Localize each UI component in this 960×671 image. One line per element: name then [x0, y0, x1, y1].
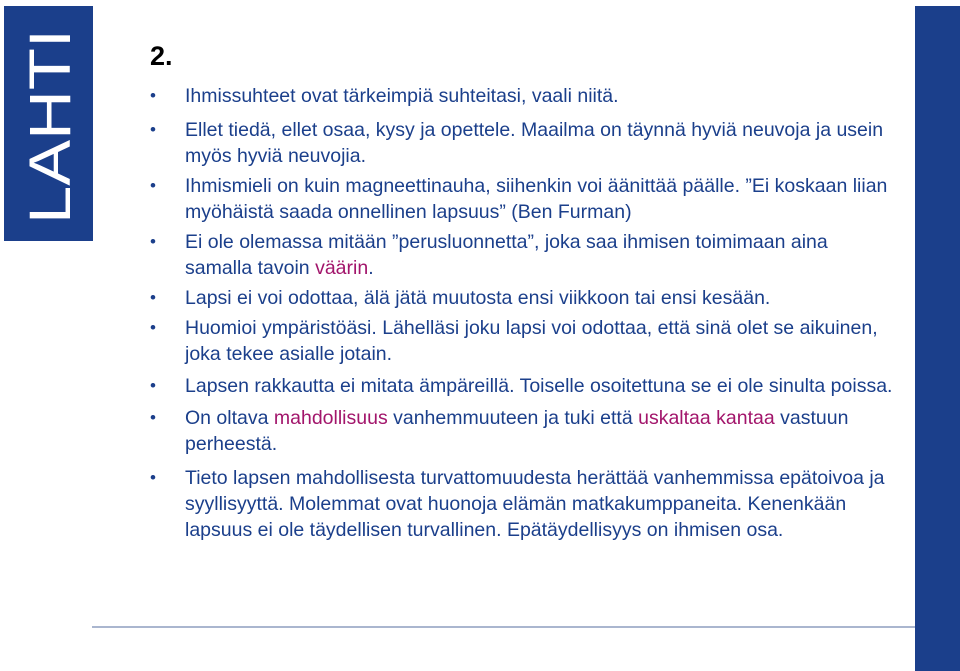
right-accent-bar	[915, 6, 960, 671]
bullet-list	[150, 83, 895, 543]
lahti-logo	[4, 6, 93, 241]
lahti-logo-mark	[4, 6, 93, 241]
bullet-item: • Ihmissuhteet ovat tärkeimpiä suhteitasi, vaali niitä.	[150, 83, 895, 109]
bullet-item: • Lapsen rakkautta ei mitata ämpäreillä. Toiselle osoitettuna se ei ole sinulta poissa.	[150, 373, 895, 399]
slide-number: 2.	[150, 41, 173, 71]
bullet-item: • On oltava mahdollisuus vanhemmuuteen ja tuki että uskaltaa kantaa vastuun perheestä.	[150, 405, 895, 457]
lahti-logo-text: LAHTI	[18, 59, 83, 224]
bullet-item: • Tieto lapsen mahdollisesta turvattomuudesta herättää vanhemmissa epätoivoa ja syyllisyyttä. Molemmat ovat huonoja elämän matkakumppaneita. Kenenkään lapsuus ei ole täydellisen turvallinen. Epätäydellisyys on ihmisen osa.	[150, 465, 895, 543]
bullet-item: • Lapsi ei voi odottaa, älä jätä muutosta ensi viikkoon tai ensi kesään.	[150, 285, 895, 311]
highlighted-word: väärin	[315, 257, 369, 279]
bullet-item: • Ei ole olemassa mitään ”perusluonnetta”, joka saa ihmisen toimimaan aina samalla tavoin väärin.	[150, 229, 895, 281]
bullet-item: • Ihmismieli on kuin magneettinauha, siihenkin voi äänittää päälle. ”Ei koskaan liian myöhäistä saada onnellinen lapsuus” (Ben Furman)	[150, 173, 895, 225]
highlighted-phrase: uskaltaa kantaa	[638, 407, 775, 429]
highlighted-word: mahdollisuus	[273, 407, 388, 429]
footer-divider	[92, 626, 915, 628]
bullet-item: • Huomioi ympäristöäsi. Lähelläsi joku lapsi voi odottaa, että sinä olet se aikuinen, joka tekee asialle jotain.	[150, 315, 895, 367]
bullet-item: • Ellet tiedä, ellet osaa, kysy ja opettele. Maailma on täynnä hyviä neuvoja ja usein myös hyviä neuvojia.	[150, 117, 895, 169]
